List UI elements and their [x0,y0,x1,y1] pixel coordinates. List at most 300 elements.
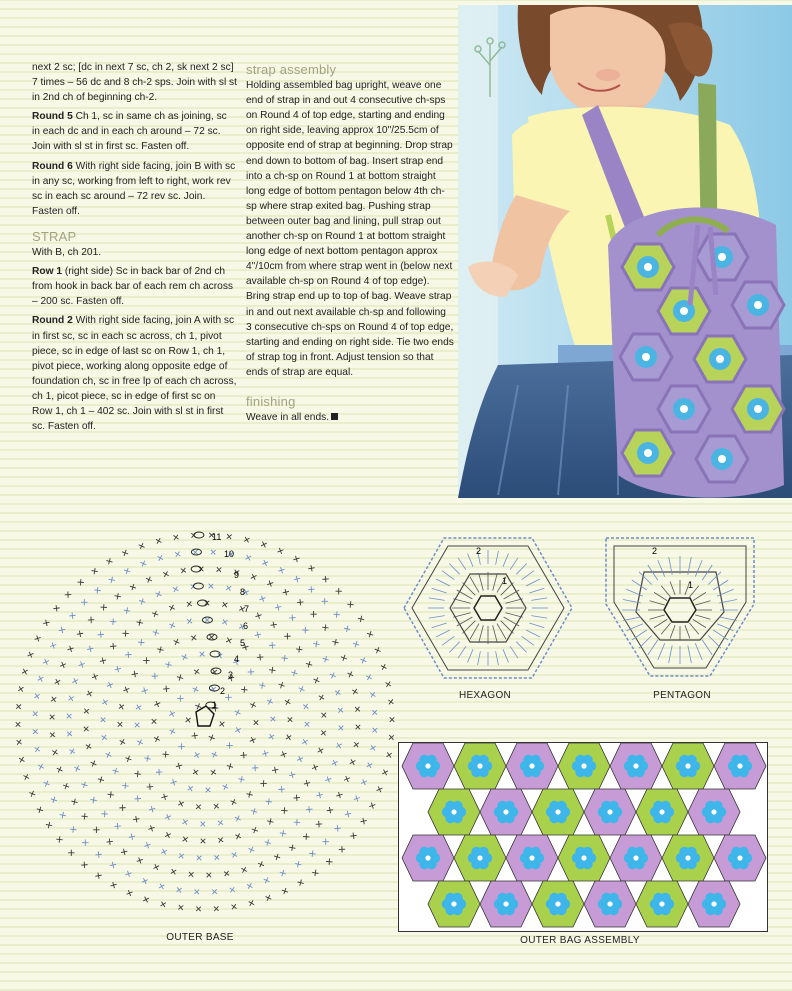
base-stitch [36,674,45,683]
base-stitch [84,742,93,751]
base-stitch [134,770,141,777]
base-stitch [42,658,50,666]
base-stitch [365,761,374,770]
base-stitch [374,646,382,654]
base-stitch [264,894,273,903]
base-stitch [143,841,151,849]
base-stitch [189,633,198,642]
base-stitch [95,851,102,858]
strap-assembly-heading: strap assembly [246,62,337,77]
base-stitch [156,769,163,776]
outer-base-round-numbers [212,532,249,710]
base-stitch [16,685,25,694]
base-stitch [266,580,274,588]
base-stitch [53,605,60,612]
base-stitch [101,698,110,707]
base-stitch [71,798,79,806]
base-stitch [117,702,126,711]
base-stitch [88,617,95,624]
base-stitch [329,671,338,680]
base-stitch [65,591,72,598]
hexagon-round-number: 2 [476,546,482,556]
hexagon-stitch [432,623,447,628]
base-stitch [152,629,160,637]
base-stitch [324,775,332,783]
base-round-number: 11 [212,532,222,542]
base-stitch [343,625,351,633]
row1-text: (right side) Sc in back bar of 2nd ch from hook in back bar of each rem ch across – 200 sc. Fasten off. [32,266,234,308]
base-stitch [136,738,145,747]
base-stitch [336,723,345,732]
base-stitch [264,839,272,847]
base-stitch [58,626,66,634]
base-stitch [81,861,88,868]
base-stitch [17,755,26,764]
base-stitch [119,805,126,812]
base-stitch [271,766,278,773]
base-stitch [65,729,74,738]
base-stitch [246,791,254,799]
base-stitch [279,830,286,837]
base-stitch [301,702,310,711]
base-stitch [210,750,219,759]
base-stitch [221,783,230,792]
base-stitch [289,614,296,621]
hexagon-stitch [505,599,522,604]
hexagon-stitch [503,649,509,662]
base-stitch [348,758,357,767]
pentagon-stitch [669,645,673,663]
base-stitch [50,796,58,804]
hexagon-stitch [531,598,547,601]
base-stitch [33,745,42,754]
base-round-number: 3 [228,670,234,680]
base-stitch [316,821,323,828]
base-round-number: 9 [234,570,240,580]
base-stitch [81,599,87,605]
hexagon-stitch [449,564,459,575]
round4-continued-text: next 2 sc; [dc in next 7 sc, ch 2, sk next 2 sc] 7 times – 56 dc and 8 ch-2 sps. Join with sl st in 2nd ch of beginning ch-2. [32,62,237,104]
base-stitch [193,751,202,760]
pentagon-stitch [685,625,690,638]
hexagon-stitch [470,577,479,593]
base-stitch [265,798,272,805]
base-stitch [49,641,57,649]
hexagon-stitch [458,646,466,658]
base-stitch [151,610,159,618]
base-stitch [250,807,258,815]
base-stitch [36,806,44,814]
base-stitch [270,621,277,628]
base-stitch [208,733,216,741]
base-stitch [91,672,99,680]
base-stitch [175,886,184,895]
base-stitch [98,715,107,724]
base-stitch [360,817,368,825]
base-stitch [123,567,131,575]
base-stitch [71,677,80,686]
base-stitch [13,720,22,729]
base-stitch [281,807,288,814]
base-stitch [162,570,171,579]
base-stitch [121,549,129,557]
hexagon-stitch [442,636,454,645]
base-stitch [177,695,184,702]
base-stitch [261,749,269,757]
hexagon-stitch [496,651,499,665]
base-stitch [226,742,233,749]
pattern-column-left [32,60,237,438]
base-stitch [106,838,113,845]
base-stitch [353,722,362,731]
hexagon-stitch [504,590,520,599]
base-stitch [365,673,374,682]
base-stitch [303,833,310,840]
hexagon-stitch [496,551,499,565]
base-stitch [319,728,328,737]
base-stitch [288,771,296,779]
base-stitch [240,752,247,759]
base-stitch [162,751,169,758]
base-stitch [260,540,269,549]
base-stitch [26,650,34,658]
base-stitch [136,856,144,864]
base-stitch [97,631,104,638]
base-stitch [42,779,50,787]
base-joining-ch [191,549,201,555]
base-stitch [139,559,147,567]
hexagon-stitch [522,636,534,645]
finishing-text: Weave in all ends. [246,412,330,424]
base-stitch [168,603,177,612]
base-stitch [234,832,243,841]
finishing-paragraph [246,410,454,425]
base-stitch [134,703,143,712]
hexagon-stitch [493,625,498,642]
base-stitch [346,670,355,679]
base-stitch [220,618,229,627]
base-stitch [385,751,394,760]
base-stitch [122,630,129,637]
base-round-number: 6 [243,621,249,631]
base-stitch [259,682,267,690]
base-stitch [293,794,300,801]
row1-label: Row 1 [32,266,63,278]
base-stitch [317,693,326,702]
pentagon-stitch [713,580,728,590]
outer-base-stitches [13,531,396,914]
pattern-column-right [246,62,454,429]
base-stitch [141,877,149,885]
base-stitch [284,633,291,640]
hexagon-stitch [510,558,518,570]
base-round-number: 7 [244,604,250,614]
base-stitch [281,655,288,662]
base-stitch [216,836,225,845]
base-stitch [194,802,203,811]
base-stitch [89,759,97,767]
base-stitch [145,575,153,583]
base-stitch [247,846,256,855]
base-stitch [43,619,51,627]
hexagon-label: HEXAGON [458,690,512,701]
base-stitch [172,638,181,647]
row1-paragraph [32,264,237,309]
base-stitch [344,810,352,818]
base-stitch [152,673,159,680]
base-stitch [309,850,316,857]
base-stitch [114,665,122,673]
base-stitch [100,604,107,611]
hexagon-stitch [529,623,544,628]
base-stitch [297,599,304,606]
base-stitch [212,904,221,913]
hexagon-stitch [429,598,445,601]
base-stitch [138,597,146,605]
strap-heading: STRAP [32,228,77,244]
base-stitch [294,860,302,868]
base-stitch [138,639,145,646]
base-stitch [142,895,151,904]
base-stitch [279,750,287,758]
base-stitch [247,899,256,908]
base-round-number: 1 [212,700,218,710]
base-stitch [124,870,132,878]
base-stitch [164,813,172,821]
base-stitch [258,595,266,603]
base-stitch [152,863,161,872]
hexagon-stitch [503,554,509,567]
base-stitch [110,881,118,889]
base-stitch [144,755,152,763]
base-stitch [168,727,177,736]
base-stitch [129,583,137,591]
base-stitch [91,567,98,574]
base-stitch [262,876,270,884]
base-stitch [225,694,232,701]
pentagon-stitch [654,592,667,600]
base-stitch [225,636,234,645]
pentagon-stitch [708,636,721,649]
outer-base-chart [0,522,450,942]
base-stitch [168,710,177,719]
base-stitch [230,902,239,911]
pentagon-stitch [661,623,670,634]
base-stitch [313,640,320,647]
base-stitch [62,782,70,790]
base-stitch [82,724,91,733]
base-stitch [187,870,196,879]
base-stitch [269,667,276,674]
base-stitch [228,885,237,894]
base-stitch [143,657,150,664]
base-stitch [163,685,170,692]
base-stitch [165,661,173,669]
base-stitch [326,807,333,814]
base-stitch [70,826,77,833]
base-stitch [245,882,254,891]
base-stitch [100,733,109,742]
base-stitch [267,818,275,826]
base-stitch [179,566,188,575]
hexagon-stitch [457,617,473,626]
base-stitch [326,858,333,865]
base-stitch [99,657,107,665]
base-stitch [106,557,114,565]
base-stitch [90,796,97,803]
base-stitch [110,643,117,650]
base-stitch [214,565,223,574]
base-stitch [226,762,234,770]
base-stitch [95,872,102,879]
base-stitch [285,715,294,724]
base-stitch [56,836,63,843]
base-stitch [34,634,42,642]
base-stitch [181,835,190,844]
pentagon-stitch [650,615,665,619]
pentagon-stitch [639,636,652,649]
pentagon-round-number: 1 [688,580,694,590]
base-stitch [336,706,345,715]
pentagon-stitch [670,625,675,638]
base-stitch [67,645,75,653]
pentagon-stitch [632,580,647,590]
base-stitch [351,687,360,696]
base-stitch [94,587,101,594]
base-stitch [339,846,346,853]
base-stitch [296,755,304,763]
base-stitch [269,642,276,649]
base-stitch [254,631,262,639]
base-stitch [322,624,329,631]
backpack-photo [458,5,792,498]
base-stitch [330,759,339,768]
base-stitch [48,712,57,721]
base-stitch [82,839,88,845]
base-stitch [350,832,357,839]
strap-intro: With B, ch 201. [32,247,102,259]
base-stitch [234,814,243,823]
end-mark-icon [331,413,338,420]
base-stitch [55,765,64,774]
base-round-number: 8 [240,587,246,597]
base-stitch [181,818,190,827]
base-stitch [206,582,215,591]
pentagon-stitch [670,582,675,595]
base-stitch [67,694,76,703]
base-stitch [251,718,260,727]
base-stitch [159,900,168,909]
base-stitch [381,768,390,777]
base-stitch [322,838,328,844]
hexagon-stitch [505,613,522,618]
base-stitch [292,555,300,563]
base-stitch [366,630,374,638]
base-stitch [316,791,324,799]
base-stitch [157,882,166,891]
base-stitch [335,791,343,799]
base-stitch [217,720,226,729]
hexagon-stitch [453,613,470,618]
base-stitch [297,879,305,887]
base-stitch [353,794,361,802]
hexagon-stitch [504,617,520,626]
hexagon-chart [398,530,578,690]
base-stitch [120,848,128,856]
base-stitch [93,827,99,833]
base-stitch [203,785,212,794]
base-stitch [289,844,296,851]
base-stitch [160,847,169,856]
hexagon-stitch [436,630,450,637]
pentagon-stitch [688,645,692,663]
base-stitch [282,588,290,596]
base-stitch [302,720,311,729]
base-stitch [110,618,117,625]
pentagon-stitch [661,586,670,597]
base-stitch [296,646,303,653]
base-stitch [106,681,114,689]
base-stitch [260,780,267,787]
base-stitch [104,751,113,760]
base-joining-ch [198,600,208,606]
base-stitch [37,762,46,771]
base-stitch [333,688,342,697]
base-stitch [274,603,282,611]
base-stitch [335,588,341,594]
base-stitch [261,559,269,567]
base-stitch [276,547,284,555]
base-round-number: 4 [234,654,240,664]
base-stitch [191,768,200,777]
base-stitch [114,823,121,830]
base-stitch [171,585,180,594]
base-stitch [319,711,328,720]
base-stitch [240,866,249,875]
hexagon-stitch [463,621,476,634]
round6-text: With right side facing, join B with sc in any sc, working from left to right, work rev sc in each sc around – 72 rev sc. Join. Fasten off. [32,160,236,217]
base-stitch [254,612,262,620]
base-stitch [68,850,74,856]
base-stitch [177,851,186,860]
base-stitch [387,733,396,742]
pentagon-chart [600,532,760,682]
base-stitch [212,853,221,862]
base-stitch [302,627,309,634]
pentagon-stitch [623,617,641,621]
base-stitch [224,584,233,593]
base-stitch [97,776,105,784]
base-stitch [268,714,277,723]
base-joining-ch [191,566,201,572]
base-stitch [212,802,221,811]
base-joining-ch [193,583,203,589]
base-stitch [101,811,108,818]
base-stitch [107,791,114,798]
base-stitch [176,674,184,682]
base-stitch [198,836,207,845]
hexagon-stitch [457,590,473,599]
pentagon-stitch [654,619,667,627]
pentagon-label: PENTAGON [653,690,711,701]
round5-text: Ch 1, sc in same ch as joining, sc in each dc and in each ch around – 72 sc. Join with sl st in first sc. Fasten off. [32,111,227,153]
base-stitch [301,737,310,746]
base-stitch [312,676,320,684]
base-round-number: 5 [240,638,246,648]
base-stitch [234,726,243,735]
base-stitch [244,553,253,562]
base-stitch [114,593,121,600]
